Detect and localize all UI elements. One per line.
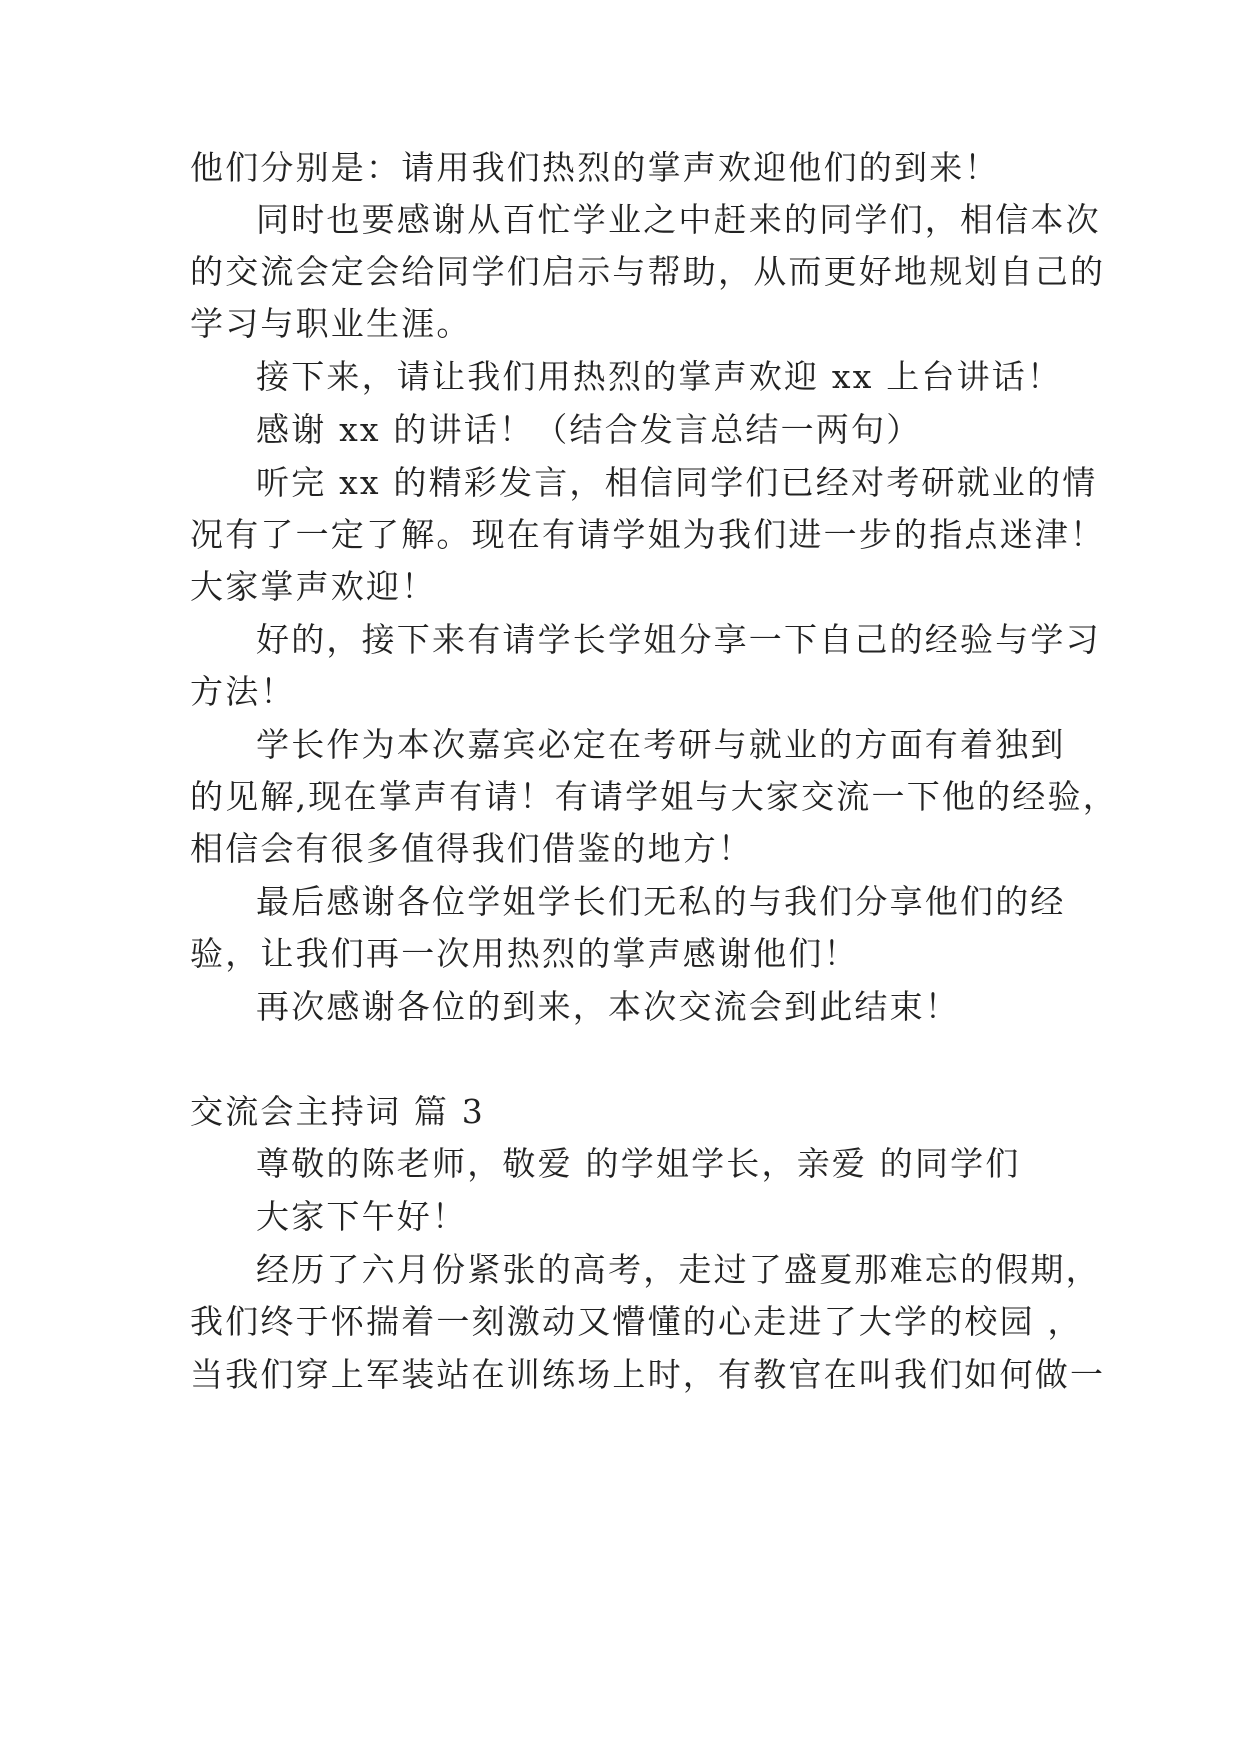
paragraph-line: 感谢 xx 的讲话！（结合发言总结一两句） [256, 410, 922, 449]
paragraph-line: 的交流会定会给同学们启示与帮助，从而更好地规划自己的 [190, 252, 1106, 291]
paragraph-line: 相信会有很多值得我们借鉴的地方！ [190, 829, 754, 868]
paragraph-line: 方法！ [190, 672, 296, 711]
paragraph-line: 验，让我们再一次用热烈的掌声感谢他们！ [190, 934, 859, 973]
paragraph-line: 经历了六月份紧张的高考，走过了盛夏那难忘的假期， [256, 1250, 1101, 1289]
paragraph-line: 当我们穿上军装站在训练场上时，有教官在叫我们如何做一 [190, 1355, 1106, 1394]
paragraph-line: 的见解,现在掌声有请！有请学姐与大家交流一下他的经验， [190, 777, 1118, 816]
paragraph-line: 最后感谢各位学姐学长们无私的与我们分享他们的经 [256, 882, 1066, 921]
paragraph-line: 大家下午好！ [256, 1197, 468, 1236]
paragraph-line: 学长作为本次嘉宾必定在考研与就业的方面有着独到 [256, 725, 1066, 764]
paragraph-line: 学习与职业生涯。 [190, 304, 472, 343]
paragraph-line: 好的，接下来有请学长学姐分享一下自己的经验与学习 [256, 620, 1101, 659]
paragraph-line: 我们终于怀揣着一刻激动又懵懂的心走进了大学的校园 ， [190, 1302, 1083, 1341]
paragraph-line: 况有了一定了解。现在有请学姐为我们进一步的指点迷津！ [190, 515, 1106, 554]
paragraph-line: 听完 xx 的精彩发言，相信同学们已经对考研就业的情 [256, 463, 1098, 502]
paragraph-line: 尊敬的陈老师，敬爱 的学姐学长，亲爱 的同学们 [256, 1144, 1021, 1183]
paragraph-line: 接下来，请让我们用热烈的掌声欢迎 xx 上台讲话！ [256, 357, 1063, 396]
paragraph-line: 大家掌声欢迎！ [190, 567, 437, 606]
paragraph-line: 他们分别是：请用我们热烈的掌声欢迎他们的到来！ [190, 148, 1000, 187]
paragraph-line: 同时也要感谢从百忙学业之中赶来的同学们，相信本次 [256, 200, 1101, 239]
section-heading: 交流会主持词 篇 3 [190, 1092, 485, 1131]
paragraph-line: 再次感谢各位的到来，本次交流会到此结束！ [256, 987, 960, 1026]
